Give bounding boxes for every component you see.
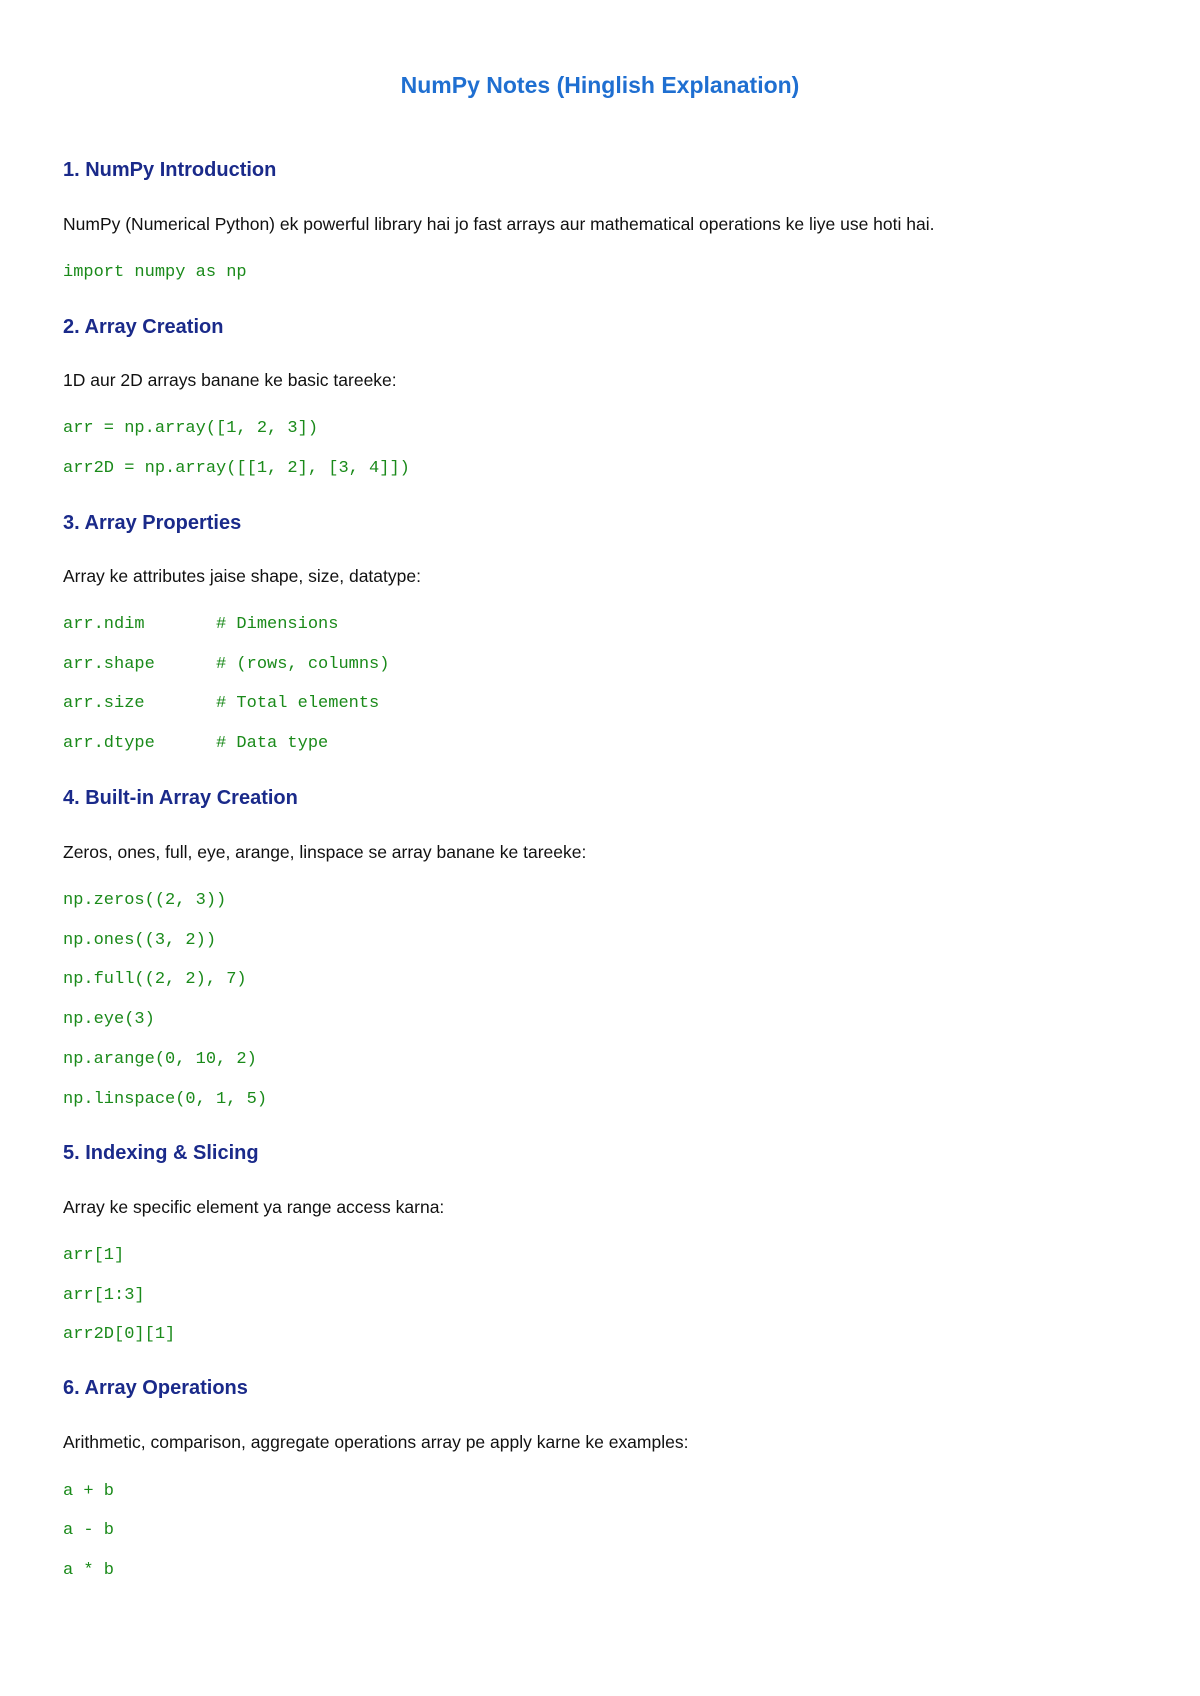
code-line: arr.size # Total elements xyxy=(63,694,380,713)
code-line: arr.dtype # Data type xyxy=(63,734,329,753)
code-line: arr[1:3] xyxy=(63,1286,145,1305)
code-line: arr2D[0][1] xyxy=(63,1325,176,1344)
code-line: arr.shape # (rows, columns) xyxy=(63,655,390,674)
section-heading-introduction: 1. NumPy Introduction xyxy=(63,159,277,181)
section-description-introduction: NumPy (Numerical Python) ek powerful library hai jo fast arrays aur mathematical operations ke liye use hoti hai. xyxy=(63,214,935,234)
section-description-array-operations: Arithmetic, comparison, aggregate operations array pe apply karne ke examples: xyxy=(63,1432,689,1452)
code-line: import numpy as np xyxy=(63,263,247,282)
code-line: np.eye(3) xyxy=(63,1010,155,1029)
code-line: np.ones((3, 2)) xyxy=(63,931,217,950)
code-line: arr = np.array([1, 2, 3]) xyxy=(63,419,319,438)
section-description-built-in-creation: Zeros, ones, full, eye, arange, linspace se array banane ke tareeke: xyxy=(63,842,587,862)
code-line: np.zeros((2, 3)) xyxy=(63,891,227,910)
section-description-indexing-slicing: Array ke specific element ya range access karna: xyxy=(63,1197,445,1217)
code-line: a + b xyxy=(63,1482,115,1501)
code-line: arr[1] xyxy=(63,1246,125,1265)
section-heading-array-operations: 6. Array Operations xyxy=(63,1377,248,1399)
section-description-array-creation: 1D aur 2D arrays banane ke basic tareeke: xyxy=(63,370,397,390)
code-line: a * b xyxy=(63,1561,115,1580)
code-line: np.linspace(0, 1, 5) xyxy=(63,1090,268,1109)
section-description-array-properties: Array ke attributes jaise shape, size, datatype: xyxy=(63,566,421,586)
section-heading-indexing-slicing: 5. Indexing & Slicing xyxy=(63,1142,259,1164)
code-line: arr.ndim # Dimensions xyxy=(63,615,339,634)
document-title: NumPy Notes (Hinglish Explanation) xyxy=(400,72,800,98)
code-line: arr2D = np.array([[1, 2], [3, 4]]) xyxy=(63,459,410,478)
section-heading-array-properties: 3. Array Properties xyxy=(63,512,242,534)
code-line: np.full((2, 2), 7) xyxy=(63,970,247,989)
section-heading-built-in-creation: 4. Built-in Array Creation xyxy=(63,787,298,809)
section-heading-array-creation: 2. Array Creation xyxy=(63,316,224,338)
code-line: np.arange(0, 10, 2) xyxy=(63,1050,257,1069)
code-line: a - b xyxy=(63,1521,115,1540)
